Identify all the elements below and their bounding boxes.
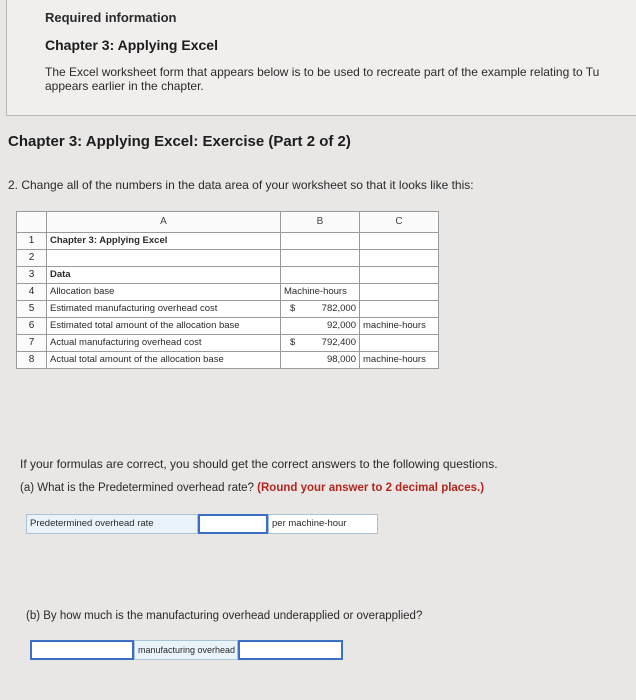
table-row <box>17 301 439 318</box>
table-row <box>17 250 439 267</box>
required-info-panel <box>6 0 636 116</box>
cell-b7 <box>281 335 360 352</box>
answer-row-a <box>26 514 378 534</box>
row-number: 1 <box>17 233 47 250</box>
cell-a8: Actual total amount of the allocation base <box>47 352 281 369</box>
cell-a6: Estimated total amount of the allocation base <box>47 318 281 335</box>
table-row <box>17 284 439 301</box>
description-text: The Excel worksheet form that appears below is to be used to recreate part of the example relating to Tu appears earlier in the chapter. <box>45 65 600 93</box>
cell-c3 <box>360 267 439 284</box>
predetermined-rate-input[interactable] <box>198 514 268 534</box>
cell-a3: Data <box>47 267 281 284</box>
cell-c4 <box>360 284 439 301</box>
question-a <box>20 482 484 494</box>
cell-a2 <box>47 250 281 267</box>
required-info-title: Required information <box>45 10 177 25</box>
answer-row-b <box>30 640 343 660</box>
table-row <box>17 352 439 369</box>
row-number: 7 <box>17 335 47 352</box>
chapter-heading: Chapter 3: Applying Excel <box>45 37 218 53</box>
question-2-text: 2. Change all of the numbers in the data area of your worksheet so that it looks like this: <box>8 178 474 192</box>
cell-c8: machine-hours <box>360 352 439 369</box>
cell-a1: Chapter 3: Applying Excel <box>47 233 281 250</box>
cell-b8: 98,000 <box>281 352 360 369</box>
cell-b4: Machine-hours <box>281 284 360 301</box>
rounding-instruction: (Round your answer to 2 decimal places.) <box>257 482 485 494</box>
cell-b2 <box>281 250 360 267</box>
currency-symbol: $ <box>290 337 296 348</box>
cell-a4: Allocation base <box>47 284 281 301</box>
cell-c2 <box>360 250 439 267</box>
under-over-applied-select[interactable] <box>30 640 134 660</box>
row-number: 2 <box>17 250 47 267</box>
manufacturing-overhead-label: manufacturing overhead <box>134 640 238 660</box>
intro-text: If your formulas are correct, you should get the correct answers to the following questions. <box>20 457 498 471</box>
table-row <box>17 318 439 335</box>
cell-b3 <box>281 267 360 284</box>
row-number: 6 <box>17 318 47 335</box>
cell-a7: Actual manufacturing overhead cost <box>47 335 281 352</box>
cell-b1 <box>281 233 360 250</box>
exercise-title: Chapter 3: Applying Excel: Exercise (Part 2 of 2) <box>8 133 351 150</box>
overhead-amount-input[interactable] <box>238 640 343 660</box>
column-header-a: A <box>47 212 281 233</box>
column-header-b: B <box>281 212 360 233</box>
rate-unit-label: per machine-hour <box>268 514 378 534</box>
cell-a5: Estimated manufacturing overhead cost <box>47 301 281 318</box>
cell-c1 <box>360 233 439 250</box>
cell-c5 <box>360 301 439 318</box>
cell-c7 <box>360 335 439 352</box>
row-number: 8 <box>17 352 47 369</box>
cell-b5 <box>281 301 360 318</box>
cell-b7-value: 792,400 <box>321 337 356 348</box>
cell-b6: 92,000 <box>281 318 360 335</box>
question-b-text: (b) By how much is the manufacturing overhead underapplied or overapplied? <box>26 610 423 622</box>
table-row <box>17 267 439 284</box>
cell-b5-value: 782,000 <box>321 303 356 314</box>
table-row <box>17 335 439 352</box>
currency-symbol: $ <box>290 303 296 314</box>
worksheet-table <box>16 211 439 369</box>
corner-cell <box>17 212 47 233</box>
row-number: 3 <box>17 267 47 284</box>
column-header-row <box>17 212 439 233</box>
column-header-c: C <box>360 212 439 233</box>
cell-c6: machine-hours <box>360 318 439 335</box>
table-row <box>17 233 439 250</box>
predetermined-rate-label: Predetermined overhead rate <box>26 514 198 534</box>
row-number: 4 <box>17 284 47 301</box>
question-a-text: (a) What is the Predetermined overhead rate? <box>20 482 254 494</box>
row-number: 5 <box>17 301 47 318</box>
